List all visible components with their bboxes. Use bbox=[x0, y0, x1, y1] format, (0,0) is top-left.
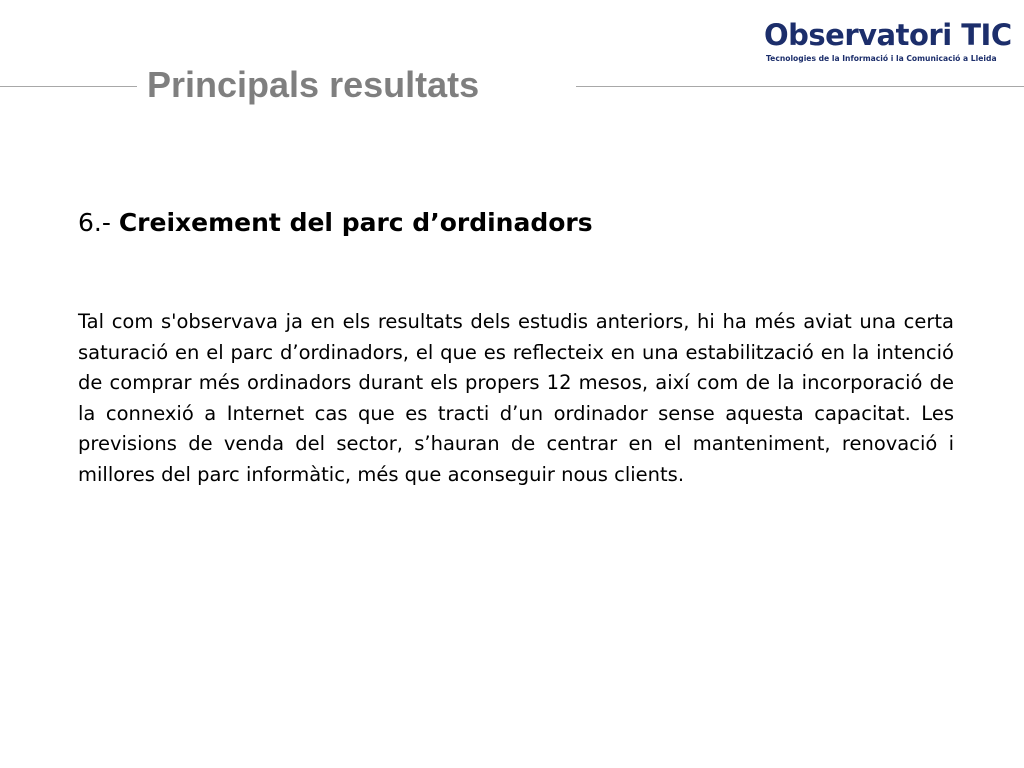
logo-title: Observatori TIC bbox=[764, 18, 1012, 52]
section-heading-text: Creixement del parc d’ordinadors bbox=[118, 208, 593, 237]
page-title: Principals resultats bbox=[147, 64, 480, 105]
title-rule-left bbox=[0, 86, 137, 87]
logo-subtitle: Tecnologies de la Informació i la Comunicació a Lleida bbox=[766, 54, 997, 63]
body-paragraph: Tal com s'observava ja en els resultats dels estudis anteriors, hi ha més aviat una certa saturació en el parc d’ordinadors, el que es reflecteix en una estabilització en la intenció de comprar més ordinadors durant els propers 12 mesos, així com de la incorporació de la connexió a Internet cas que es tracti d’un ordinador sense aquesta capacitat. Les previsions de venda del sector, s’hauran de centrar en el manteniment, renovació i millores del parc informàtic, més que aconseguir nous clients. bbox=[78, 310, 954, 486]
section-heading bbox=[78, 208, 593, 237]
section-number: 6.- bbox=[78, 208, 119, 237]
title-rule-right bbox=[576, 86, 1024, 87]
observatori-tic-logo bbox=[764, 18, 1012, 68]
